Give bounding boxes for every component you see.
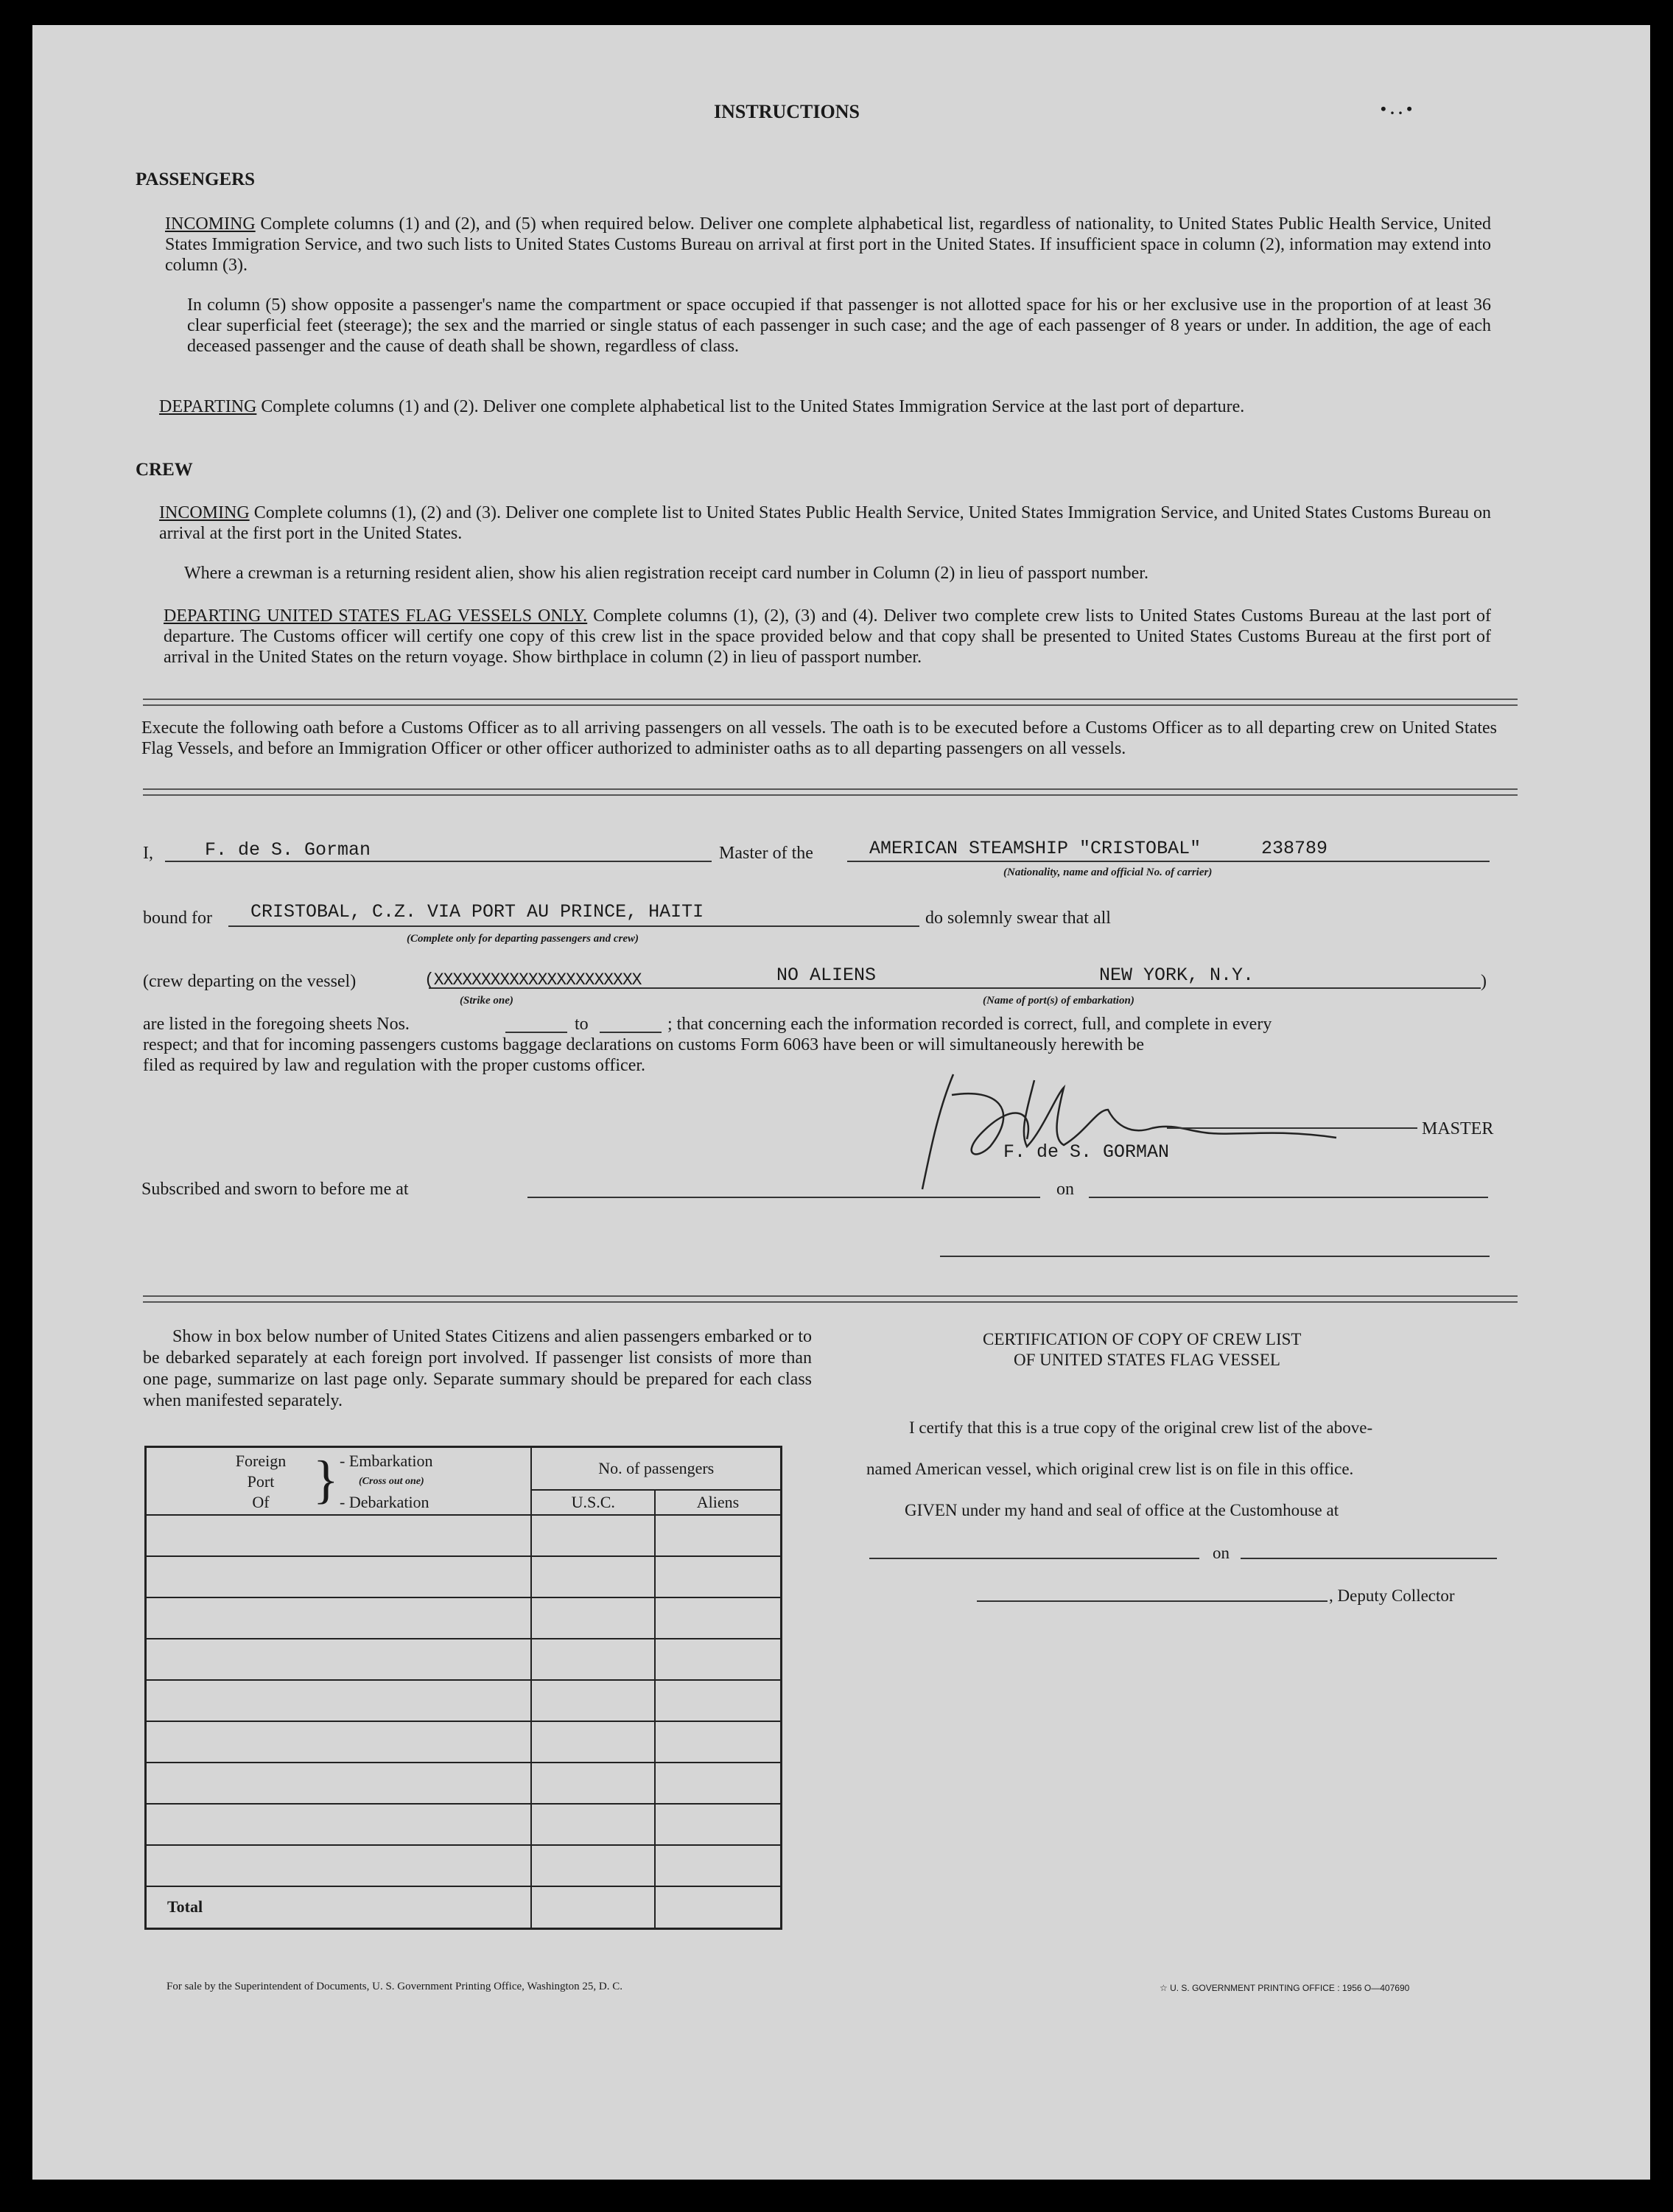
signature-printed-name: F. de S. GORMAN <box>1003 1141 1170 1163</box>
port-of-embarkation-field[interactable]: NEW YORK, N.Y. <box>1099 965 1255 986</box>
certification-title-2: OF UNITED STATES FLAG VESSEL <box>1014 1351 1280 1369</box>
aliens-cell[interactable] <box>655 1556 782 1597</box>
aliens-cell[interactable] <box>655 1804 782 1845</box>
usc-cell[interactable] <box>531 1639 655 1680</box>
listed-text-1: ; that concerning each the information recorded is correct, full, and complete in every <box>667 1015 1272 1034</box>
passengers-incoming-text: Complete columns (1) and (2), and (5) when required below. Deliver one complete alphabetical list, regardless of nationality, to United States Public Health Service, United States Immigration Service, and two such lists to United States Customs Bureau on arrival at first port in the United States. If insufficient space in column (2), information may extend into column (3). <box>165 214 1491 275</box>
usc-cell[interactable] <box>531 1556 655 1597</box>
of-label: Of <box>252 1493 270 1511</box>
aliens-cell[interactable] <box>655 1515 782 1556</box>
master-label: MASTER <box>1422 1119 1494 1138</box>
certification-text-3: GIVEN under my hand and seal of office at the Customhouse at <box>905 1501 1339 1519</box>
strike-caption: (Strike one) <box>460 995 513 1007</box>
master-name-field[interactable]: F. de S. Gorman <box>205 839 371 861</box>
port-cell[interactable] <box>146 1597 532 1639</box>
aliens-cell[interactable] <box>655 1721 782 1763</box>
listed-text-3: filed as required by law and regulation with the proper customs officer. <box>143 1056 646 1075</box>
passengers-departing-text: Complete columns (1) and (2). Deliver one complete alphabetical list to the United States Immigration Service at the last port of departure. <box>261 397 1245 416</box>
usc-cell[interactable] <box>531 1721 655 1763</box>
embarkation-label: - Embarkation <box>340 1452 433 1470</box>
oath-i-label: I, <box>143 844 153 863</box>
sheet-from-line[interactable] <box>505 1032 567 1033</box>
crew-incoming-text: Complete columns (1), (2) and (3). Deliver one complete list to United States Public Health Service, United States Immigration Service, and United States Customs Bureau on arrival at the first port in the United States. <box>159 503 1491 543</box>
crew-incoming-label: INCOMING <box>159 503 250 522</box>
port-cell[interactable] <box>146 1515 532 1556</box>
total-aliens-cell[interactable] <box>655 1886 782 1929</box>
section-divider <box>143 699 1518 706</box>
no-of-passengers-header: No. of passengers <box>531 1447 781 1490</box>
passengers-title: PASSENGERS <box>136 169 256 189</box>
usc-cell[interactable] <box>531 1597 655 1639</box>
aliens-header: Aliens <box>655 1490 782 1515</box>
total-label: Total <box>146 1886 532 1929</box>
swear-label: do solemnly swear that all <box>925 909 1111 928</box>
total-usc-cell[interactable] <box>531 1886 655 1929</box>
certification-on-label: on <box>1213 1544 1230 1562</box>
aliens-cell[interactable] <box>655 1639 782 1680</box>
passengers-incoming-label: INCOMING <box>165 214 256 234</box>
usc-header: U.S.C. <box>531 1490 655 1515</box>
passengers-departing-paragraph <box>159 396 1491 417</box>
footer-left: For sale by the Superintendent of Documents, U. S. Government Printing Office, Washington 25, D. C. <box>166 1981 622 1992</box>
form-page <box>32 25 1650 2180</box>
port-cell[interactable] <box>146 1721 532 1763</box>
close-paren: ) <box>1481 972 1487 991</box>
certification-text-2: named American vessel, which original crew list is on file in this office. <box>866 1460 1354 1478</box>
passengers-incoming-paragraph <box>165 214 1491 276</box>
certification-text-1: I certify that this is a true copy of the original crew list of the above- <box>909 1418 1373 1437</box>
brace-icon: } <box>313 1450 339 1509</box>
port-cell[interactable] <box>146 1763 532 1804</box>
certification-date-line[interactable] <box>1241 1558 1497 1559</box>
foreign-label: Foreign <box>235 1452 287 1470</box>
port-cell[interactable] <box>146 1680 532 1721</box>
officer-signature-line[interactable] <box>940 1256 1490 1257</box>
certification-title-1: CERTIFICATION OF COPY OF CREW LIST <box>983 1330 1302 1348</box>
sworn-place-line[interactable] <box>527 1197 1040 1198</box>
deputy-collector-label: , Deputy Collector <box>1329 1586 1455 1605</box>
master-of-label: Master of the <box>719 844 813 863</box>
corner-marks: • . . • <box>1381 99 1412 118</box>
crew-incoming-paragraph <box>159 503 1491 544</box>
footer-right: ☆ U. S. GOVERNMENT PRINTING OFFICE : 1956 O—407690 <box>1160 1983 1410 1993</box>
crew-departing-paragraph <box>164 606 1491 668</box>
deputy-collector-line[interactable] <box>977 1600 1327 1602</box>
section-divider <box>143 1295 1518 1303</box>
aliens-cell[interactable] <box>655 1845 782 1886</box>
master-name-line <box>165 861 712 862</box>
usc-cell[interactable] <box>531 1515 655 1556</box>
sworn-date-line[interactable] <box>1089 1197 1488 1198</box>
passenger-summary-table <box>144 1446 782 1930</box>
port-cell[interactable] <box>146 1639 532 1680</box>
aliens-field[interactable]: NO ALIENS <box>776 965 877 986</box>
vessel-caption: (Nationality, name and official No. of carrier) <box>1003 867 1213 878</box>
destination-field[interactable]: CRISTOBAL, C.Z. VIA PORT AU PRINCE, HAITI <box>250 901 704 923</box>
bound-caption: (Complete only for departing passengers and crew) <box>407 933 639 945</box>
page-title: INSTRUCTIONS <box>714 101 860 122</box>
oath-instruction: Execute the following oath before a Customs Officer as to all arriving passengers on all vessels. The oath is to be executed before a Customs Officer as to all departing crew on United States Flag Vessels, and before an Immigration Officer or other officer authorized to administer oaths as to all departing passengers on all vessels. <box>141 718 1497 758</box>
struck-out-text: (XXXXXXXXXXXXXXXXXXXXXX <box>424 970 642 990</box>
bound-for-label: bound for <box>143 909 212 928</box>
aliens-port-line <box>429 987 1481 989</box>
port-label: Port <box>247 1472 275 1491</box>
listed-text-2: respect; and that for incoming passengers customs baggage declarations on customs Form 6063 have been or will simultaneously herewith be <box>143 1035 1144 1054</box>
summary-instruction: Show in box below number of United States Citizens and alien passengers embarked or to be debarked separately at each foreign port involved. If passenger list consists of more than one page, summarize on last page only. Separate summary should be prepared for each class when manifested separately. <box>143 1327 812 1410</box>
port-cell[interactable] <box>146 1556 532 1597</box>
aliens-cell[interactable] <box>655 1763 782 1804</box>
destination-line <box>228 925 919 927</box>
usc-cell[interactable] <box>531 1845 655 1886</box>
debarkation-label: - Debarkation <box>340 1493 429 1511</box>
signature-line <box>1167 1127 1417 1129</box>
subscribed-label: Subscribed and sworn to before me at <box>141 1180 409 1199</box>
usc-cell[interactable] <box>531 1680 655 1721</box>
listed-prefix: are listed in the foregoing sheets Nos. <box>143 1015 410 1034</box>
crew-departing-text: Complete columns (1), (2), (3) and (4). Deliver two complete crew lists to United States Customs Bureau at the last port of departure. The Customs officer will certify one copy of this crew list in the space provided below and that copy shall be presented to United States Customs Bureau at the first port of arrival in the United States on the return voyage. Show birthplace in column (2) in lieu of passport number. <box>164 606 1492 667</box>
aliens-cell[interactable] <box>655 1597 782 1639</box>
master-signature <box>909 1065 1395 1198</box>
usc-cell[interactable] <box>531 1763 655 1804</box>
crew-departing-label: (crew departing on the vessel) <box>143 972 357 991</box>
usc-cell[interactable] <box>531 1804 655 1845</box>
sheet-to-line[interactable] <box>600 1032 662 1033</box>
crew-departing-label: DEPARTING UNITED STATES FLAG VESSELS ONLY. <box>164 606 588 626</box>
section-divider <box>143 788 1518 796</box>
passengers-column5-paragraph: In column (5) show opposite a passenger's name the compartment or space occupied if that passenger is not allotted space for his or her exclusive use in the proportion of at least 36 clear superficial feet (steerage); the sex and the married or single status of each passenger in such case; and the age of each passenger of 8 years or under. In addition, the age of each deceased passenger and the cause of death shall be shown, regardless of class. <box>187 295 1491 356</box>
crew-resident-paragraph: Where a crewman is a returning resident alien, show his alien registration receipt card number in Column (2) in lieu of passport number. <box>184 564 1148 583</box>
cross-out-label: (Cross out one) <box>359 1476 424 1487</box>
passengers-departing-label: DEPARTING <box>159 397 257 416</box>
official-number-field[interactable]: 238789 <box>1261 838 1328 859</box>
aliens-cell[interactable] <box>655 1680 782 1721</box>
port-caption: (Name of port(s) of embarkation) <box>983 995 1134 1007</box>
vessel-field[interactable]: AMERICAN STEAMSHIP "CRISTOBAL" <box>869 838 1202 859</box>
crew-title: CREW <box>136 460 193 480</box>
port-cell[interactable] <box>146 1804 532 1845</box>
sworn-on-label: on <box>1056 1180 1074 1199</box>
port-cell[interactable] <box>146 1845 532 1886</box>
to-label: to <box>575 1015 589 1034</box>
foreign-port-header <box>146 1447 532 1515</box>
customhouse-line[interactable] <box>869 1558 1199 1559</box>
